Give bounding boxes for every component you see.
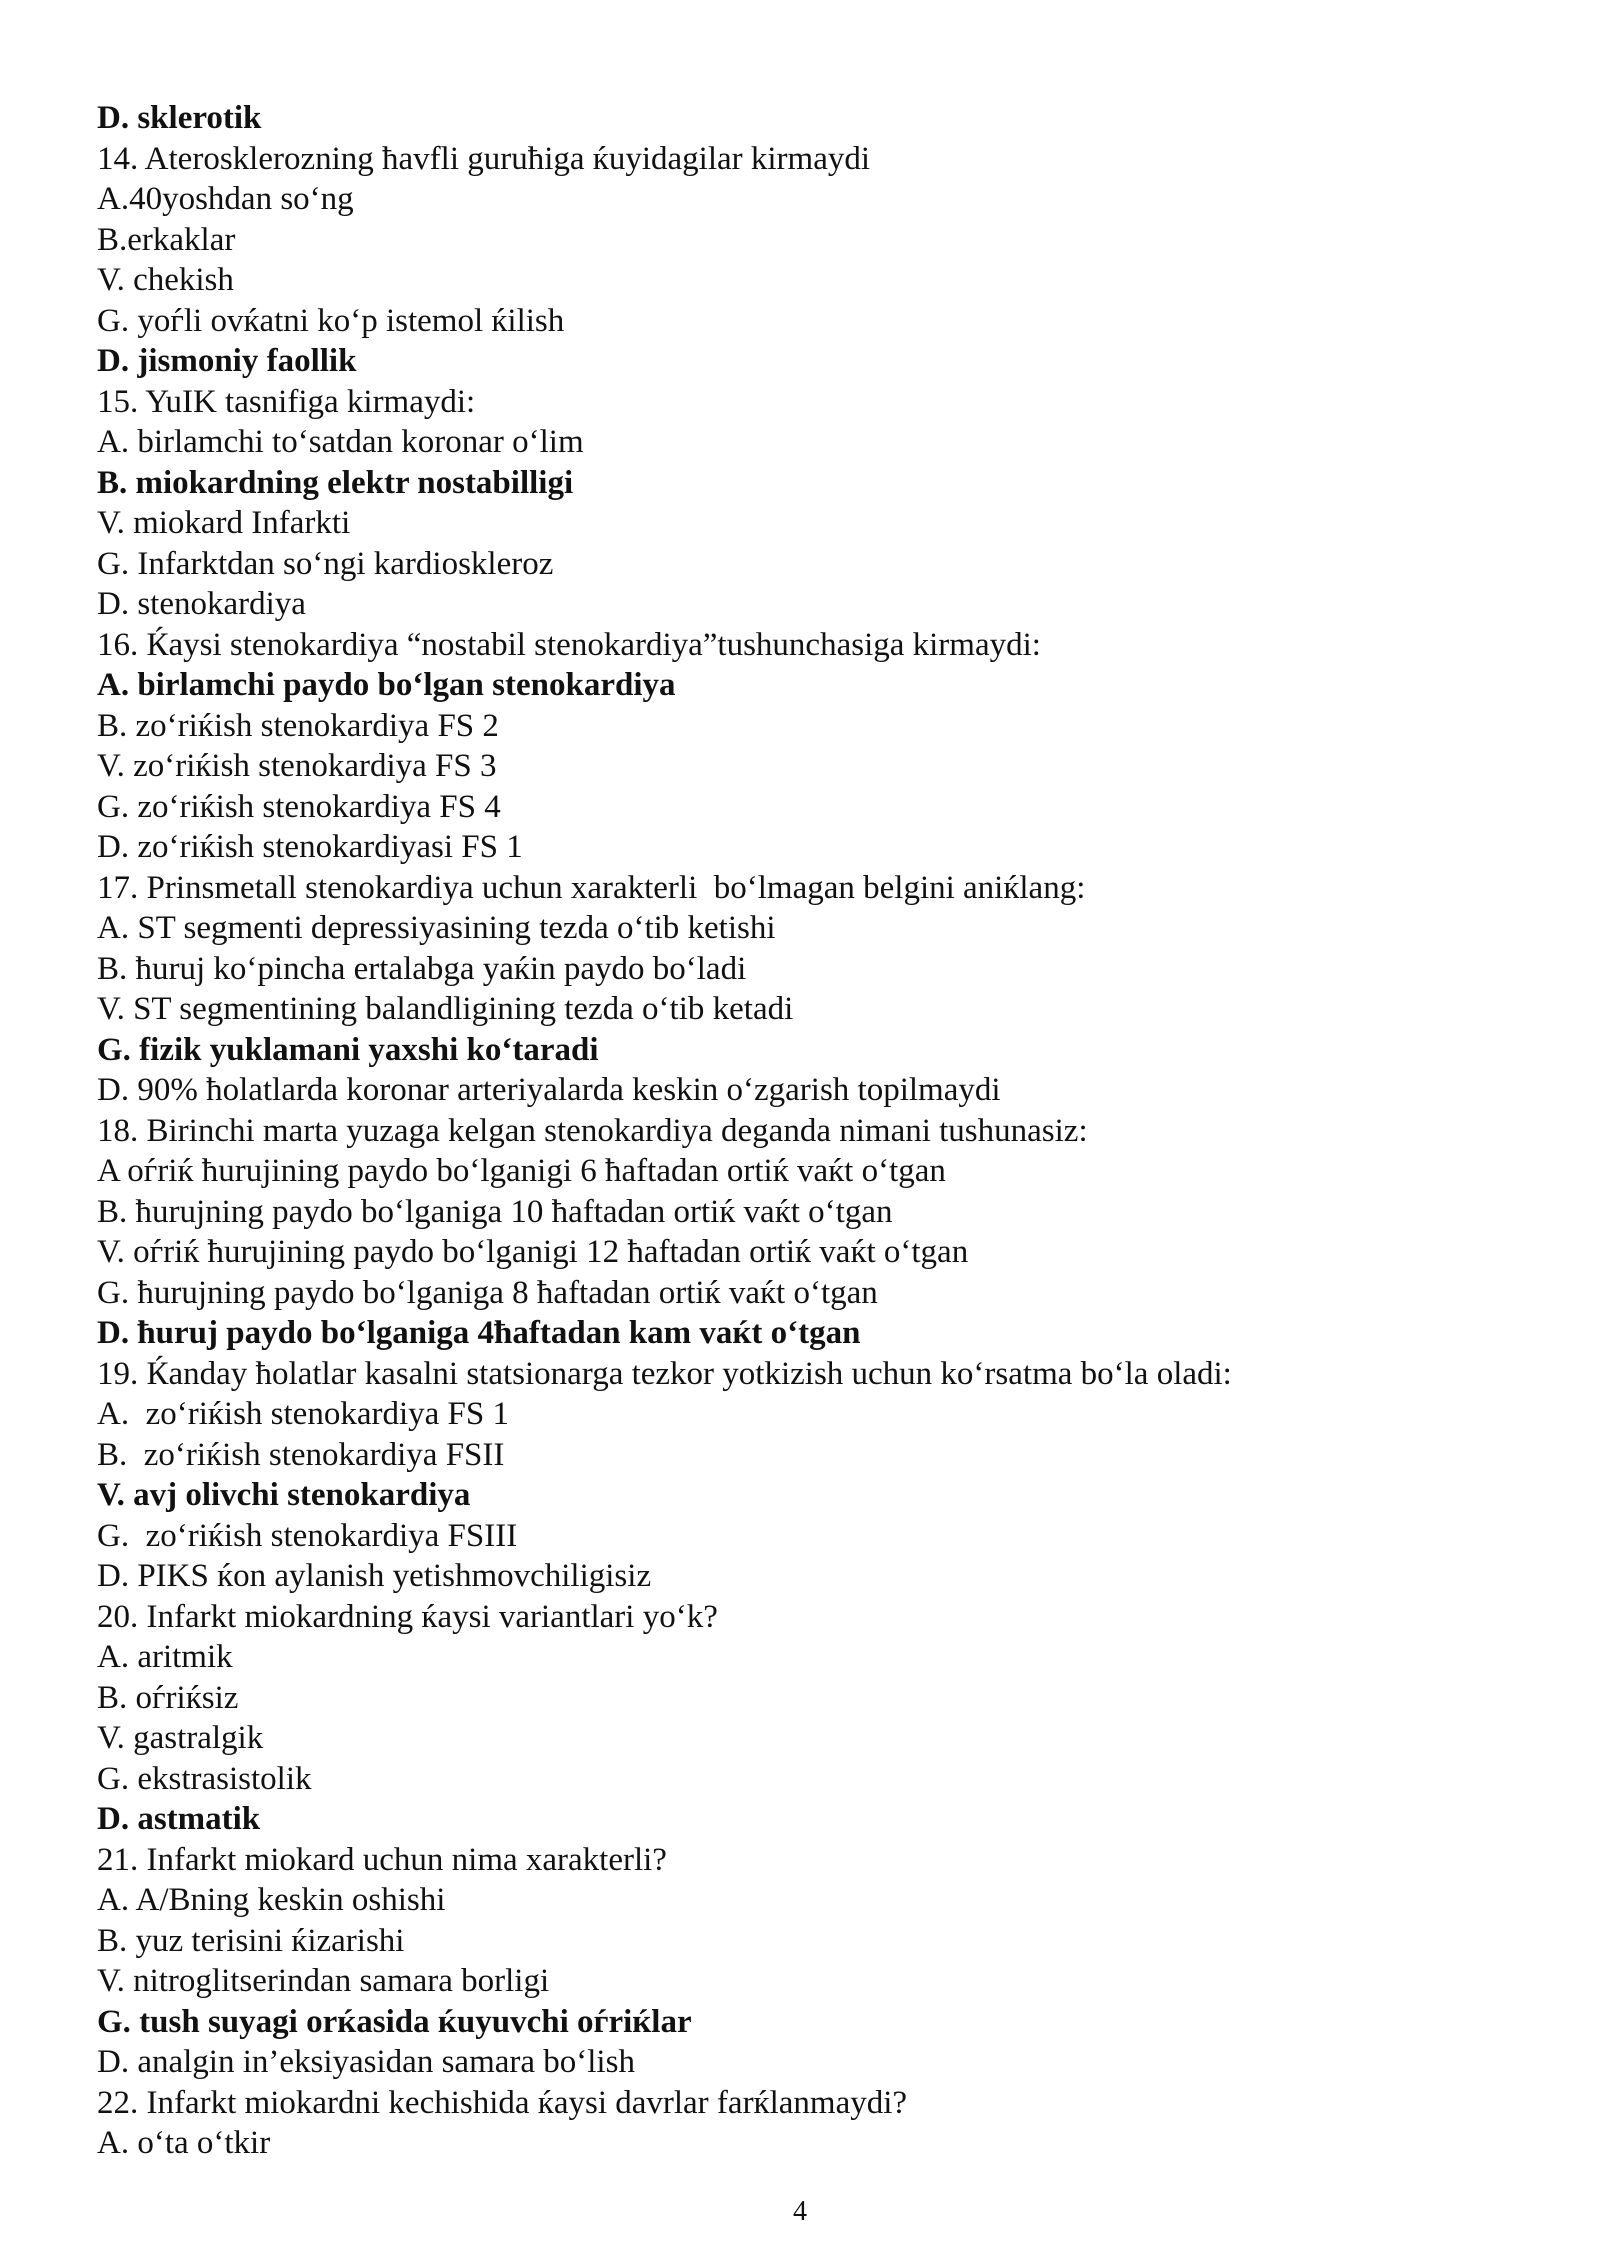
text-line: G. ћurujning paydo bo‘lganiga 8 ћaftadan ortiќ vaќt o‘tgan bbox=[97, 1274, 878, 1311]
text-line: V. nitroglitserindan samara borligi bbox=[97, 1963, 550, 1999]
text-line: A. ST segmenti depressiyasining tezda o‘tib ketishi bbox=[97, 910, 776, 946]
text-line: G. zo‘riќish stenokardiya FS 4 bbox=[97, 788, 501, 825]
text-line: V. zo‘riќish stenokardiya FS 3 bbox=[97, 748, 497, 784]
text-line: G. yoѓli ovќatni ko‘p istemol ќilish bbox=[97, 302, 565, 339]
text-line: A. A/Bning keskin oshishi bbox=[97, 1882, 446, 1918]
text-line: 19. Ќanday ћolatlar kasalni statsionarga tezkor yotkizish uchun ko‘rsatma bo‘la oladi: bbox=[97, 1355, 1232, 1392]
text-line: A oѓriќ ћurujining paydo bo‘lganigi 6 ћaftadan ortiќ vaќt o‘tgan bbox=[97, 1153, 946, 1189]
text-line: V. chekish bbox=[97, 262, 234, 298]
text-line: 16. Ќaysi stenokardiya “nostabil stenokardiya”tushunchasiga kirmaydi: bbox=[97, 626, 1041, 663]
text-line: D. zo‘riќish stenokardiyasi FS 1 bbox=[97, 829, 523, 865]
text-line: V. ST segmentining balandligining tezda o‘tib ketadi bbox=[97, 991, 794, 1027]
text-line: A. aritmik bbox=[97, 1639, 233, 1675]
text-line: B. zo‘riќish stenokardiya FS 2 bbox=[97, 707, 499, 744]
text-line: B. ћuruj ko‘pincha ertalabga yaќin paydo bo‘ladi bbox=[97, 950, 747, 987]
text-line: A. o‘ta o‘tkir bbox=[97, 2125, 271, 2161]
answer-line-correct: B. miokardning elektr nostabilligi bbox=[97, 464, 574, 501]
answer-line-correct: D. astmatik bbox=[97, 1801, 261, 1837]
question-list bbox=[97, 98, 1517, 2164]
text-line: D. stenokardiya bbox=[97, 586, 306, 622]
text-line: D. 90% ћolatlarda koronar arteriyalarda keskin o‘zgarish topilmaydi bbox=[97, 1072, 1001, 1108]
text-line: 22. Infarkt miokardni kechishida ќaysi davrlar farќlanmaydi? bbox=[97, 2084, 908, 2121]
text-line: D. analgin in’eksiyasidan samara bo‘lish bbox=[97, 2044, 635, 2080]
answer-line-correct: D. ћuruj paydo bo‘lganiga 4ћaftadan kam vaќt o‘tgan bbox=[97, 1315, 861, 1351]
text-line: 17. Prinsmetall stenokardiya uchun xarakterli bo‘lmagan belgini aniќlang: bbox=[97, 869, 1086, 906]
text-line: B.erkaklar bbox=[97, 221, 236, 258]
text-line: B. yuz terisini ќizarishi bbox=[97, 1922, 405, 1959]
text-line: 14. Aterosklerozning ћavfli guruћiga ќuyidagilar kirmaydi bbox=[97, 140, 871, 177]
answer-line-correct: G. fizik yuklamani yaxshi ko‘taradi bbox=[97, 1031, 599, 1068]
text-line: G. Infarktdan so‘ngi kardioskleroz bbox=[97, 545, 554, 582]
text-line: B. ћurujning paydo bo‘lganiga 10 ћaftadan ortiќ vaќt o‘tgan bbox=[97, 1193, 893, 1230]
text-line: G. ekstrasistolik bbox=[97, 1760, 312, 1797]
answer-line-correct: D. jismoniy faollik bbox=[97, 343, 357, 379]
text-line: V. miokard Infarkti bbox=[97, 505, 351, 541]
text-line: 21. Infarkt miokard uchun nima xarakterli? bbox=[97, 1841, 667, 1878]
document-page bbox=[97, 98, 1517, 2164]
text-line: B. zo‘riќish stenokardiya FSII bbox=[97, 1436, 505, 1473]
text-line: A.40yoshdan so‘ng bbox=[97, 181, 354, 217]
text-line: 18. Birinchi marta yuzaga kelgan stenokardiya deganda nimani tushunasiz: bbox=[97, 1112, 1088, 1149]
text-line: B. oѓriќsiz bbox=[97, 1679, 239, 1716]
answer-line-correct: V. avj olivchi stenokardiya bbox=[97, 1477, 471, 1513]
text-line: D. PIKS ќon aylanish yetishmovchiligisiz bbox=[97, 1558, 652, 1594]
text-line: V. gastralgik bbox=[97, 1720, 264, 1756]
answer-line-correct: G. tush suyagi orќasida ќuyuvchi oѓriќlar bbox=[97, 2003, 692, 2040]
text-line: V. oѓriќ ћurujining paydo bo‘lganigi 12 ћaftadan ortiќ vaќt o‘tgan bbox=[97, 1234, 969, 1270]
answer-line-correct: A. birlamchi paydo bo‘lgan stenokardiya bbox=[97, 667, 676, 703]
text-line: 20. Infarkt miokardning ќaysi variantlari yo‘k? bbox=[97, 1598, 718, 1635]
answer-line-correct: D. sklerotik bbox=[97, 100, 262, 136]
text-line: G. zo‘riќish stenokardiya FSIII bbox=[97, 1517, 518, 1554]
text-line: A. zo‘riќish stenokardiya FS 1 bbox=[97, 1396, 509, 1432]
text-line: 15. YuIK tasnifiga kirmaydi: bbox=[97, 383, 476, 420]
page-number: 4 bbox=[793, 2196, 807, 2227]
text-line: A. birlamchi to‘satdan koronar o‘lim bbox=[97, 424, 584, 460]
